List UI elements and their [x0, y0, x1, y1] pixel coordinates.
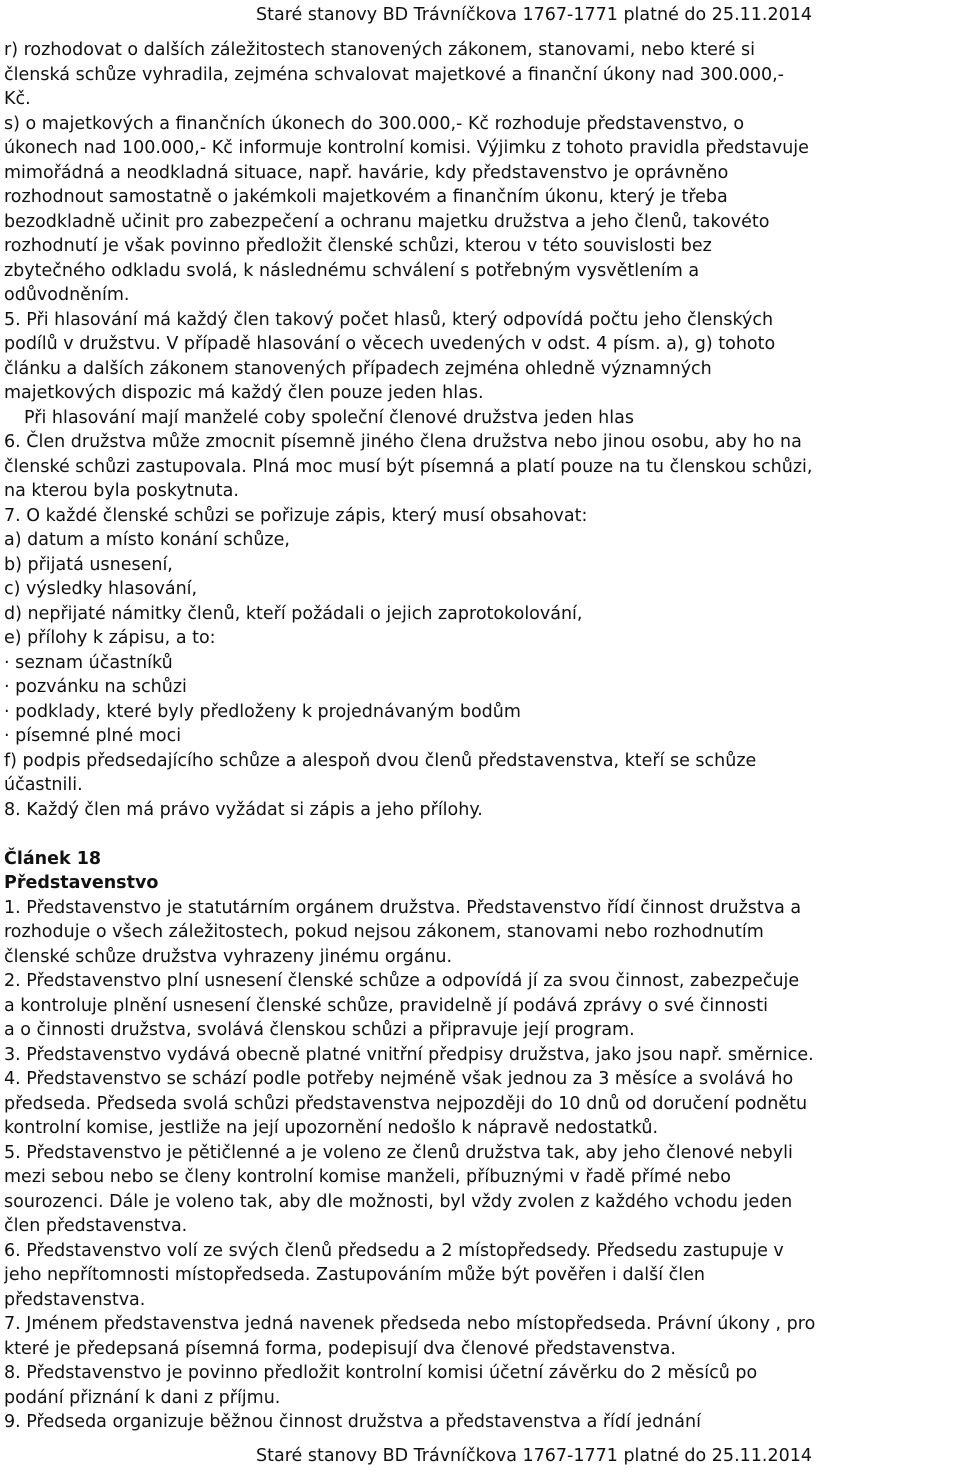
text-line: · podklady, které byly předloženy k projednávaným bodům: [4, 701, 521, 722]
text-line: 5. Představenstvo je pětičlenné a je voleno ze členů družstva tak, aby jeho členové nebyli: [4, 1142, 793, 1163]
text-line: 7. O každé členské schůzi se pořizuje zápis, který musí obsahovat:: [4, 505, 588, 526]
text-line: jeho nepřítomnosti místopředseda. Zastupováním může být pověřen i další člen: [4, 1265, 706, 1285]
text-line: rozhoduje o všech záležitostech, pokud nejsou zákonem, stanovami nebo rozhodnutím: [4, 922, 764, 942]
running-footer: Staré stanovy BD Trávníčkova 1767-1771 platné do 25.11.2014: [256, 1446, 812, 1466]
text-line: sourozenci. Dále je voleno tak, aby dle možnosti, byl vždy zvolen z každého vchodu jeden: [4, 1191, 793, 1212]
text-line: 9. Předseda organizuje běžnou činnost družstva a představenstva a řídí jednání: [4, 1412, 701, 1432]
article-number: Článek 18: [4, 848, 102, 869]
text-line: odůvodněním.: [4, 285, 130, 305]
document-body: [4, 38, 958, 1435]
text-line: · seznam účastníků: [4, 652, 173, 673]
paragraph-block-3: [4, 896, 958, 1435]
text-line: úkonech nad 100.000,- Kč informuje kontrolní komisi. Výjimku z tohoto pravidla představuje: [4, 138, 809, 158]
running-header: Staré stanovy BD Trávníčkova 1767-1771 platné do 25.11.2014: [256, 5, 812, 25]
text-line: e) přílohy k zápisu, a to:: [4, 628, 216, 648]
text-line: 8. Představenstvo je povinno předložit kontrolní komisi účetní závěrku do 2 měsíců po: [4, 1363, 758, 1383]
text-line: člen představenstva.: [4, 1216, 188, 1236]
text-line: 3. Představenstvo vydává obecně platné vnitřní předpisy družstva, jako jsou např. směrnice.: [4, 1044, 814, 1065]
text-line: 1. Představenstvo je statutárním orgánem družstva. Představenstvo řídí činnost družstva a: [4, 897, 802, 918]
text-line: 7. Jménem představenstva jedná navenek předseda nebo místopředseda. Právní úkony , pro: [4, 1314, 816, 1334]
text-line: předseda. Předseda svolá schůzi představenstva nejpozději do 10 dnů od doručení podnětu: [4, 1093, 808, 1114]
text-line: členské schůze družstva vyhrazeny jinému orgánu.: [4, 946, 453, 967]
text-line: bezodkladně učinit pro zabezpečení a ochranu majetku družstva a jeho členů, takovéto: [4, 211, 770, 232]
indented-line: Při hlasování mají manželé coby společní členové družstva jeden hlas: [24, 407, 634, 428]
text-line: 6. Člen družstva může zmocnit písemně jiného člena družstva nebo jinou osobu, aby ho na: [4, 432, 802, 452]
text-line: c) výsledky hlasování,: [4, 579, 198, 599]
text-line: Kč.: [4, 89, 31, 109]
text-line: 5. Při hlasování má každý člen takový počet hlasů, který odpovídá počtu jeho členských: [4, 309, 774, 330]
paragraph-block-1: [4, 38, 958, 406]
text-line: 2. Představenstvo plní usnesení členské schůze a odpovídá jí za svou činnost, zabezpečuje: [4, 971, 800, 991]
text-line: d) nepřijaté námitky členů, kteří požádali o jejich zaprotokolování,: [4, 603, 583, 624]
text-line: rozhodnout samostatně o jakémkoli majetkovém a finančním úkonu, který je třeba: [4, 187, 728, 207]
spacer: [4, 822, 958, 847]
text-line: 8. Každý člen má právo vyžádat si zápis a jeho přílohy.: [4, 799, 483, 820]
text-line: r) rozhodovat o dalších záležitostech stanovených zákonem, stanovami, nebo které si: [4, 40, 756, 60]
text-line: článku a dalších zákonem stanovených případech zejména ohledně významných: [4, 358, 712, 379]
text-line: · písemné plné moci: [4, 726, 182, 746]
text-line: a) datum a místo konání schůze,: [4, 530, 290, 550]
article-title: Představenstvo: [4, 873, 159, 893]
text-line: členské schůzi zastupovala. Plná moc musí být písemná a platí pouze na tu členskou schůzi,: [4, 456, 813, 477]
text-line: členská schůze vyhradila, zejména schvalovat majetkové a finanční úkony nad 300.000,-: [4, 64, 784, 85]
text-line: představenstva.: [4, 1289, 146, 1310]
text-line: zbytečného odkladu svolá, k následnému schválení s potřebným vysvětlením a: [4, 260, 700, 281]
text-line: 4. Představenstvo se schází podle potřeby nejméně však jednou za 3 měsíce a svolává ho: [4, 1069, 794, 1089]
text-line: mimořádná a neodkladná situace, např. havárie, kdy představenstvo je oprávněno: [4, 162, 729, 183]
text-line: s) o majetkových a finančních úkonech do 300.000,- Kč rozhoduje představenstvo, o: [4, 113, 745, 134]
text-line: na kterou byla poskytnuta.: [4, 481, 239, 501]
text-line: rozhodnutí je však povinno předložit členské schůzi, kterou v této souvislosti bez: [4, 236, 712, 256]
text-line: podílů v družstvu. V případě hlasování o věcech uvedených v odst. 4 písm. a), g) tohoto: [4, 334, 776, 354]
text-line: a o činnosti družstva, svolává členskou schůzi a připravuje její program.: [4, 1020, 635, 1040]
paragraph-block-2: [4, 430, 958, 822]
text-line: majetkových dispozic má každý člen pouze jeden hlas.: [4, 383, 484, 403]
text-line: podání přiznání k dani z příjmu.: [4, 1387, 281, 1408]
text-line: 6. Představenstvo volí ze svých členů předsedu a 2 místopředsedy. Předsedu zastupuje v: [4, 1240, 784, 1261]
text-line: účastnili.: [4, 775, 83, 795]
text-line: které je předepsaná písemná forma, podepisují dva členové představenstva.: [4, 1338, 676, 1359]
text-line: kontrolní komise, jestliže na její upozornění nedošlo k nápravě nedostatků.: [4, 1118, 659, 1138]
text-line: b) přijatá usnesení,: [4, 554, 173, 575]
text-line: a kontroluje plnění usnesení členské schůze, pravidelně jí podává zprávy o své činnosti: [4, 995, 768, 1016]
text-line: mezi sebou nebo se členy kontrolní komise manželi, příbuznými v řadě přímé nebo: [4, 1167, 731, 1187]
text-line: · pozvánku na schůzi: [4, 677, 187, 697]
text-line: f) podpis předsedajícího schůze a alespoň dvou členů představenstva, kteří se schůze: [4, 750, 757, 771]
